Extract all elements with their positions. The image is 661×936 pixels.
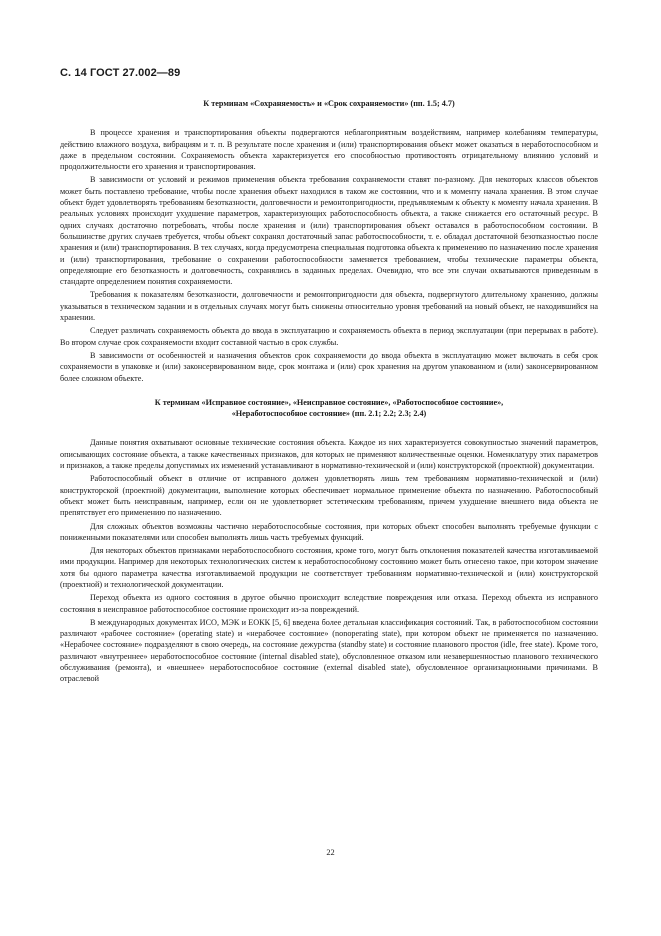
- paragraph: Для сложных объектов возможны частично неработоспособные состояния, при которых объект способен выполнять требуемые функции с пониженными показателями или способен выполнять лишь часть требуемых функций.: [60, 521, 598, 542]
- section-title-storability: [60, 98, 598, 109]
- paragraph: Переход объекта из одного состояния в другое обычно происходит вследствие повреждения или отказа. Переход объекта из исправного состояния в неисправное работоспособное состояние происходит из-за повреждений.: [60, 593, 598, 614]
- paragraph: В зависимости от условий и режимов применения объекта требования сохраняемости ставят по-разному. Для некоторых классов объектов может быть поставлено требование, чтобы после хранения объект находился в таком же состоянии, что и к моменту начала хранения. В этом случае объект будет удовлетворять требованиям безотказности, долговечности и ремонтопригодности, предъявляемым к объекту к моменту начала хранения. В реальных условиях происходит ухудшение параметров, характеризующих работоспособность объекта, а также снижается его остаточный ресурс. В одних случаях достаточно потребовать, чтобы после хранения и (или) транспортирования объект оставался в работоспособном состоянии. В большинстве других случаев требуется, чтобы объект сохранял достаточный запас работоспособности, т. е. обладал достаточной безотказностью после хранения и (или) транспортирования. В тех случаях, когда предусмотрена специальная подготовка объекта к применению по назначению после хранения и (или) транспортирования, требование о сохранении работоспособности заменяется требованием, чтобы технические параметры объекта, определяющие его безотказность и долговечность, сохранялись в заданных пределах. Очевидно, что все эти случаи охватываются приведенным в стандарте определением понятия сохраняемости.: [60, 175, 598, 287]
- paragraph: В процессе хранения и транспортирования объекты подвергаются неблагоприятным воздействиям, например колебаниям температуры, действию влажного воздуха, вибрациям и т. п. В результате после хранения и (или) транспортирования объект может оказаться в неработоспособном и даже в предельном состоянии. Сохраняемость объекта характеризуется его способностью противостоять отрицательному влиянию условий и продолжительности его хранения и транспортирования.: [60, 128, 598, 172]
- paragraph: Для некоторых объектов признаками неработоспособного состояния, кроме того, могут быть отклонения показателей качества изготавливаемой ими продукции. Например для некоторых технологических систем к неработоспособному состоянию может быть отнесено такое, при котором значение хотя бы одного параметра качества изготавливаемой продукции не соответствует требованиям нормативно-технической и (или) конструкторской (проектной) и технологической документации.: [60, 546, 598, 589]
- section-title-line: К терминам «Сохраняемость» и «Срок сохраняемости» (пп. 1.5; 4.7): [203, 99, 455, 108]
- paragraph: В зависимости от особенностей и назначения объектов срок сохраняемости до ввода объекта в эксплуатацию может включать в себя срок сохраняемости в упаковке и (или) законсервированном виде, срок монтажа и (или) срок хранения на другом упакованном и (или) законсервированном более сложном объекте.: [60, 350, 598, 383]
- page-number: 22: [326, 848, 335, 857]
- paragraph: Следует различать сохраняемость объекта до ввода в эксплуатацию и сохраняемость объекта в период эксплуатации (при перерывах в работе). Во втором случае срок сохраняемости входит составной частью в срок службы.: [60, 326, 598, 347]
- paragraph: Работоспособный объект в отличие от исправного должен удовлетворять лишь тем требованиям нормативно-технической и (или) конструкторской (проектной) документации, выполнение которых обеспечивает нормальное применение объекта по назначению. Работоспособный объект может быть неисправным, например, если он не удовлетворяет эстетическим требованиям, причем ухудшение внешнего вида объекта не препятствует его применению по назначению.: [60, 474, 598, 518]
- paragraph: В международных документах ИСО, МЭК и ЕОКК [5, 6] введена более детальная классификация состояний. Так, в работоспособном состоянии различают «рабочее состояние» (operating state) и «нерабочее состояние» (nonoperating state), при котором объект не применяется по назначению. «Нерабочее состояние» подразделяют в свою очередь, на состояние дежурства (standby state) и состояние планового простоя (idle, free state). Кроме того, различают «внутреннее» неработоспособное состояние (internal disabled state), обусловленное отказом или незавершенностью планового технического обслуживания (ремонта), и «внешнее» неработоспособное состояние (external disabled state), обусловленное организационными причинами. В отраслевой: [60, 617, 598, 684]
- running-head: С. 14 ГОСТ 27.002—89: [60, 67, 181, 79]
- paragraph: Требования к показателям безотказности, долговечности и ремонтопригодности для объекта, подвергнутого длительному хранению, должны указываться в техническом задании и в отдельных случаях могут быть снижены относительно уровня требований на новый объект, не находившийся на хранении.: [60, 290, 598, 323]
- section-title-line: «Неработоспособное состояние» (пп. 2.1; 2.2; 2.3; 2.4): [231, 409, 427, 419]
- section-title-line: К терминам «Исправное состояние», «Неисправное состояние», «Работоспособное состояние»,: [154, 397, 504, 407]
- page-body: [60, 98, 598, 687]
- section-title-states: [60, 397, 598, 420]
- paragraph: Данные понятия охватывают основные технические состояния объекта. Каждое из них характеризуется совокупностью значений параметров, описывающих состояние объекта, а также качественных признаков, для которых не применяют количественные оценки. Номенклатуру этих параметров и признаков, а также пределы допустимых их изменений устанавливают в нормативно-технической и (или) конструкторской (проектной) документации.: [60, 438, 598, 471]
